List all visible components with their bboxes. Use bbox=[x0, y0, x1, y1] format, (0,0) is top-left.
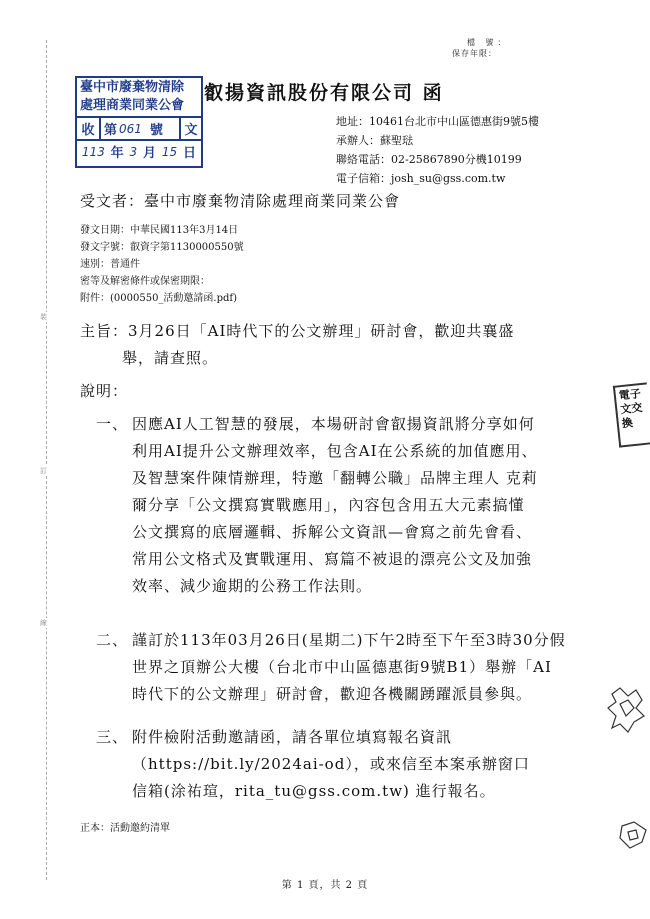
contact-phone: 聯絡電話：02-25867890分機10199 bbox=[336, 153, 522, 166]
item-number: 二、 bbox=[96, 631, 129, 649]
company-title: 叡揚資訊股份有限公司 函 bbox=[204, 82, 444, 104]
subject bbox=[80, 318, 514, 372]
item-line: 附件檢附活動邀請函，請各單位填寫報名資訊 bbox=[132, 728, 453, 746]
item-text bbox=[132, 724, 530, 805]
file-number-label: 檔 號： bbox=[467, 38, 510, 47]
contact-block bbox=[336, 112, 539, 188]
contact-handler: 承辦人：蘇聖琺 bbox=[336, 134, 413, 147]
page-footer: 第 1 頁，共 2 頁 bbox=[281, 880, 369, 891]
seal-line: 換 bbox=[621, 416, 634, 431]
item-number: 三、 bbox=[96, 728, 129, 746]
subject-line2: 舉，請查照。 bbox=[122, 349, 219, 367]
item-line: 公文撰寫的底層邏輯、拆解公文資訊—會寫之前先會看、 bbox=[132, 523, 533, 541]
stamp-day-char: 日 bbox=[183, 146, 197, 161]
item-line: 謹訂於113年03月26日(星期二)下午2時至下午至3時30分假 bbox=[132, 631, 566, 649]
binding-line bbox=[46, 40, 47, 880]
explain-label: 說明： bbox=[80, 382, 129, 400]
explain-item-2 bbox=[96, 627, 566, 708]
stamp-number-row bbox=[77, 116, 201, 139]
doc-ref: 發文字號：叡資字第1130000550號 bbox=[80, 242, 244, 253]
recipient: 受文者：臺中市廢棄物清除處理商業同業公會 bbox=[80, 192, 401, 210]
seal-line: 電子 bbox=[618, 387, 642, 403]
copy-to: 正本：活動邀約清單 bbox=[80, 823, 170, 834]
stamp-month: 3 bbox=[129, 144, 138, 159]
stamp-year: 113 bbox=[81, 144, 105, 159]
doc-date: 發文日期：中華民國113年3月14日 bbox=[80, 225, 239, 236]
stamp-number-suffix: 號 bbox=[149, 123, 163, 138]
item-text bbox=[132, 627, 566, 708]
item-line: 利用AI提升公文辦理效率，包含AI在公系統的加值應用、 bbox=[132, 442, 538, 460]
partial-stamp-mark bbox=[618, 820, 650, 850]
binding-char: 訂 bbox=[40, 467, 47, 475]
item-line: 常用公文格式及實戰運用、寫篇不被退的漂亮公文及加強 bbox=[132, 550, 533, 568]
receipt-stamp bbox=[75, 76, 203, 168]
retention-label: 保存年限： bbox=[452, 49, 497, 58]
stamp-date-row bbox=[77, 139, 201, 162]
subject-line1: 主旨：3月26日「AI時代下的公文辦理」研討會，歡迎共襄盛 bbox=[80, 322, 515, 340]
explain-item-3 bbox=[96, 724, 530, 805]
stamp-day: 15 bbox=[161, 144, 178, 159]
stamp-receive: 收 bbox=[77, 118, 101, 139]
binding-char: 裝 bbox=[40, 313, 47, 321]
item-number: 一、 bbox=[96, 415, 129, 433]
item-line: 爾分享「公文撰寫實戰應用」，內容包含用五大元素搞懂 bbox=[132, 496, 525, 514]
stamp-month-char: 月 bbox=[143, 146, 157, 161]
item-text bbox=[132, 411, 538, 600]
stamp-org-line2: 處理商業同業公會 bbox=[80, 98, 185, 113]
e-exchange-seal bbox=[613, 382, 650, 447]
doc-attachment: 附件：(0000550_活動邀請函.pdf) bbox=[80, 293, 238, 304]
item-line: 因應AI人工智慧的發展，本場研討會叡揚資訊將分享如何 bbox=[132, 415, 535, 433]
stamp-doc: 文 bbox=[184, 123, 198, 138]
explain-item-1 bbox=[96, 411, 538, 600]
partial-stamp-mark bbox=[606, 686, 650, 736]
item-line: 及智慧案件陳情辦理，特邀「翻轉公職」品牌主理人 克莉 bbox=[132, 469, 538, 487]
item-line: 信箱(涂祐瑄，rita_tu@gss.com.tw) 進行報名。 bbox=[132, 782, 496, 800]
stamp-year-char: 年 bbox=[110, 146, 124, 161]
stamp-number-cell bbox=[101, 118, 181, 139]
stamp-org-line1: 臺中市廢棄物清除 bbox=[80, 80, 185, 95]
stamp-number-prefix: 第 bbox=[104, 123, 118, 138]
item-line: 效率、減少逾期的公務工作法則。 bbox=[132, 577, 373, 595]
item-line: （https://bit.ly/2024ai-od），或來信至本案承辦窗口 bbox=[132, 755, 530, 773]
doc-security: 密等及解密條件或保密期限： bbox=[80, 276, 210, 287]
binding-char: 線 bbox=[40, 619, 47, 627]
contact-email: 電子信箱：josh_su@gss.com.tw bbox=[336, 172, 506, 185]
item-line: 時代下的公文辦理」研討會，歡迎各機關踴躍派員參與。 bbox=[132, 685, 533, 703]
doc-speed: 速別：普通件 bbox=[80, 259, 140, 270]
doc-meta bbox=[80, 222, 244, 307]
seal-line: 文交 bbox=[619, 401, 643, 417]
contact-address: 地址：10461台北市中山區德惠街9號5樓 bbox=[336, 115, 539, 128]
stamp-number: 061 bbox=[119, 121, 142, 136]
item-line: 世界之頂辦公大樓（台北市中山區德惠街9號B1）舉辦「AI bbox=[132, 658, 552, 676]
